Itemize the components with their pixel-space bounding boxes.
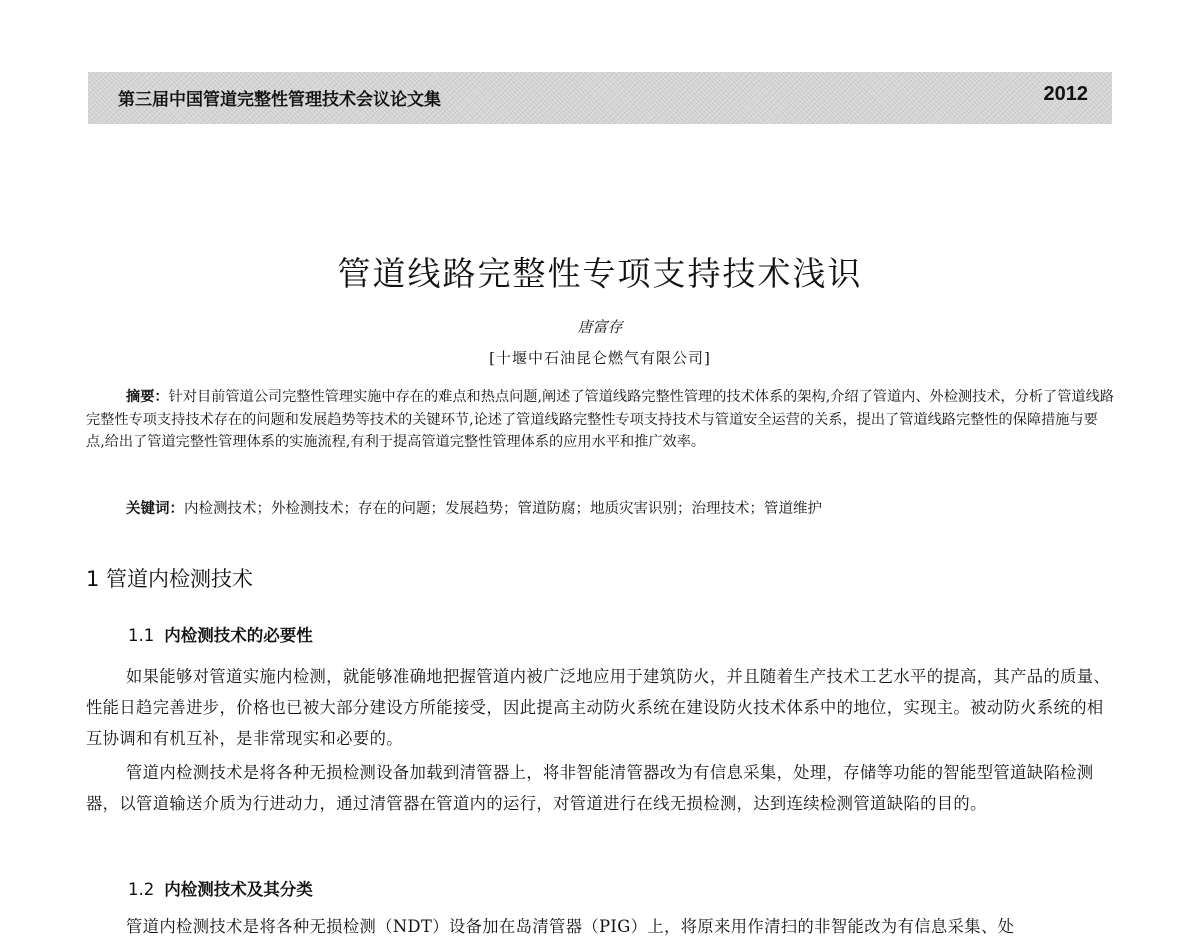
subsection-title: 内检测技术及其分类	[164, 880, 313, 899]
subsection-number: 1.2	[128, 880, 155, 899]
body-paragraph: 管道内检测技术是将各种无损检测（NDT）设备加在岛清管器（PIG）上，将原来用作清扫的非智能改为有信息采集、处	[126, 917, 1015, 936]
subsection-number: 1.1	[128, 626, 155, 645]
abstract-label: 摘要：	[126, 389, 169, 405]
running-header	[88, 72, 1112, 124]
journal-title: 第三届中国管道完整性管理技术会议论文集	[118, 90, 441, 110]
body-paragraph: 管道内检测技术是将各种无损检测设备加载到清管器上，将非智能清管器改为有信息采集，处理，存储等功能的智能型管道缺陷检测器，以管道输送介质为行进动力，通过清管器在管道内的运行，对管道进行在线无损检测，达到连续检测管道缺陷的目的。	[86, 763, 1094, 813]
abstract	[86, 386, 1114, 454]
subsection-heading	[128, 622, 313, 646]
author-affiliation: [十堰中石油昆仑燃气有限公司]	[489, 349, 711, 367]
keywords-text: 内检测技术；外检测技术；存在的问题；发展趋势；管道防腐；地质灾害识别；治理技术；管道维护	[184, 501, 822, 517]
author-name: 唐富存	[577, 318, 623, 336]
keywords	[126, 497, 822, 518]
section-heading: 1 管道内检测技术	[86, 567, 254, 591]
journal-year: 2012	[1043, 83, 1088, 105]
body-paragraph: 如果能够对管道实施内检测，就能够准确地把握管道内被广泛地应用于建筑防火，并且随着生产技术工艺水平的提高，其产品的质量、性能日趋完善进步，价格也已被大部分建设方所能接受，因此提高主动防火系统在建设防火技术体系中的地位，实现主。被动防火系统的相互协调和有机互补，是非常现实和必要的。	[86, 667, 1111, 748]
keywords-label: 关键词：	[126, 501, 184, 517]
subsection-heading	[128, 876, 313, 900]
subsection-title: 内检测技术的必要性	[164, 626, 313, 645]
abstract-text: 针对目前管道公司完整性管理实施中存在的难点和热点问题,阐述了管道线路完整性管理的技术体系的架构,介绍了管道内、外检测技术，分析了管道线路完整性专项支持技术存在的问题和发展趋势等技术的关键环节,论述了管道线路完整性专项支持技术与管道安全运营的关系，提出了管道线路完整性的保障措施与要点,给出了管道完整性管理体系的实施流程,有利于提高管道完整性管理体系的应用水平和推广效率。	[86, 389, 1114, 450]
paper-title: 管道线路完整性专项支持技术浅识	[337, 254, 863, 293]
